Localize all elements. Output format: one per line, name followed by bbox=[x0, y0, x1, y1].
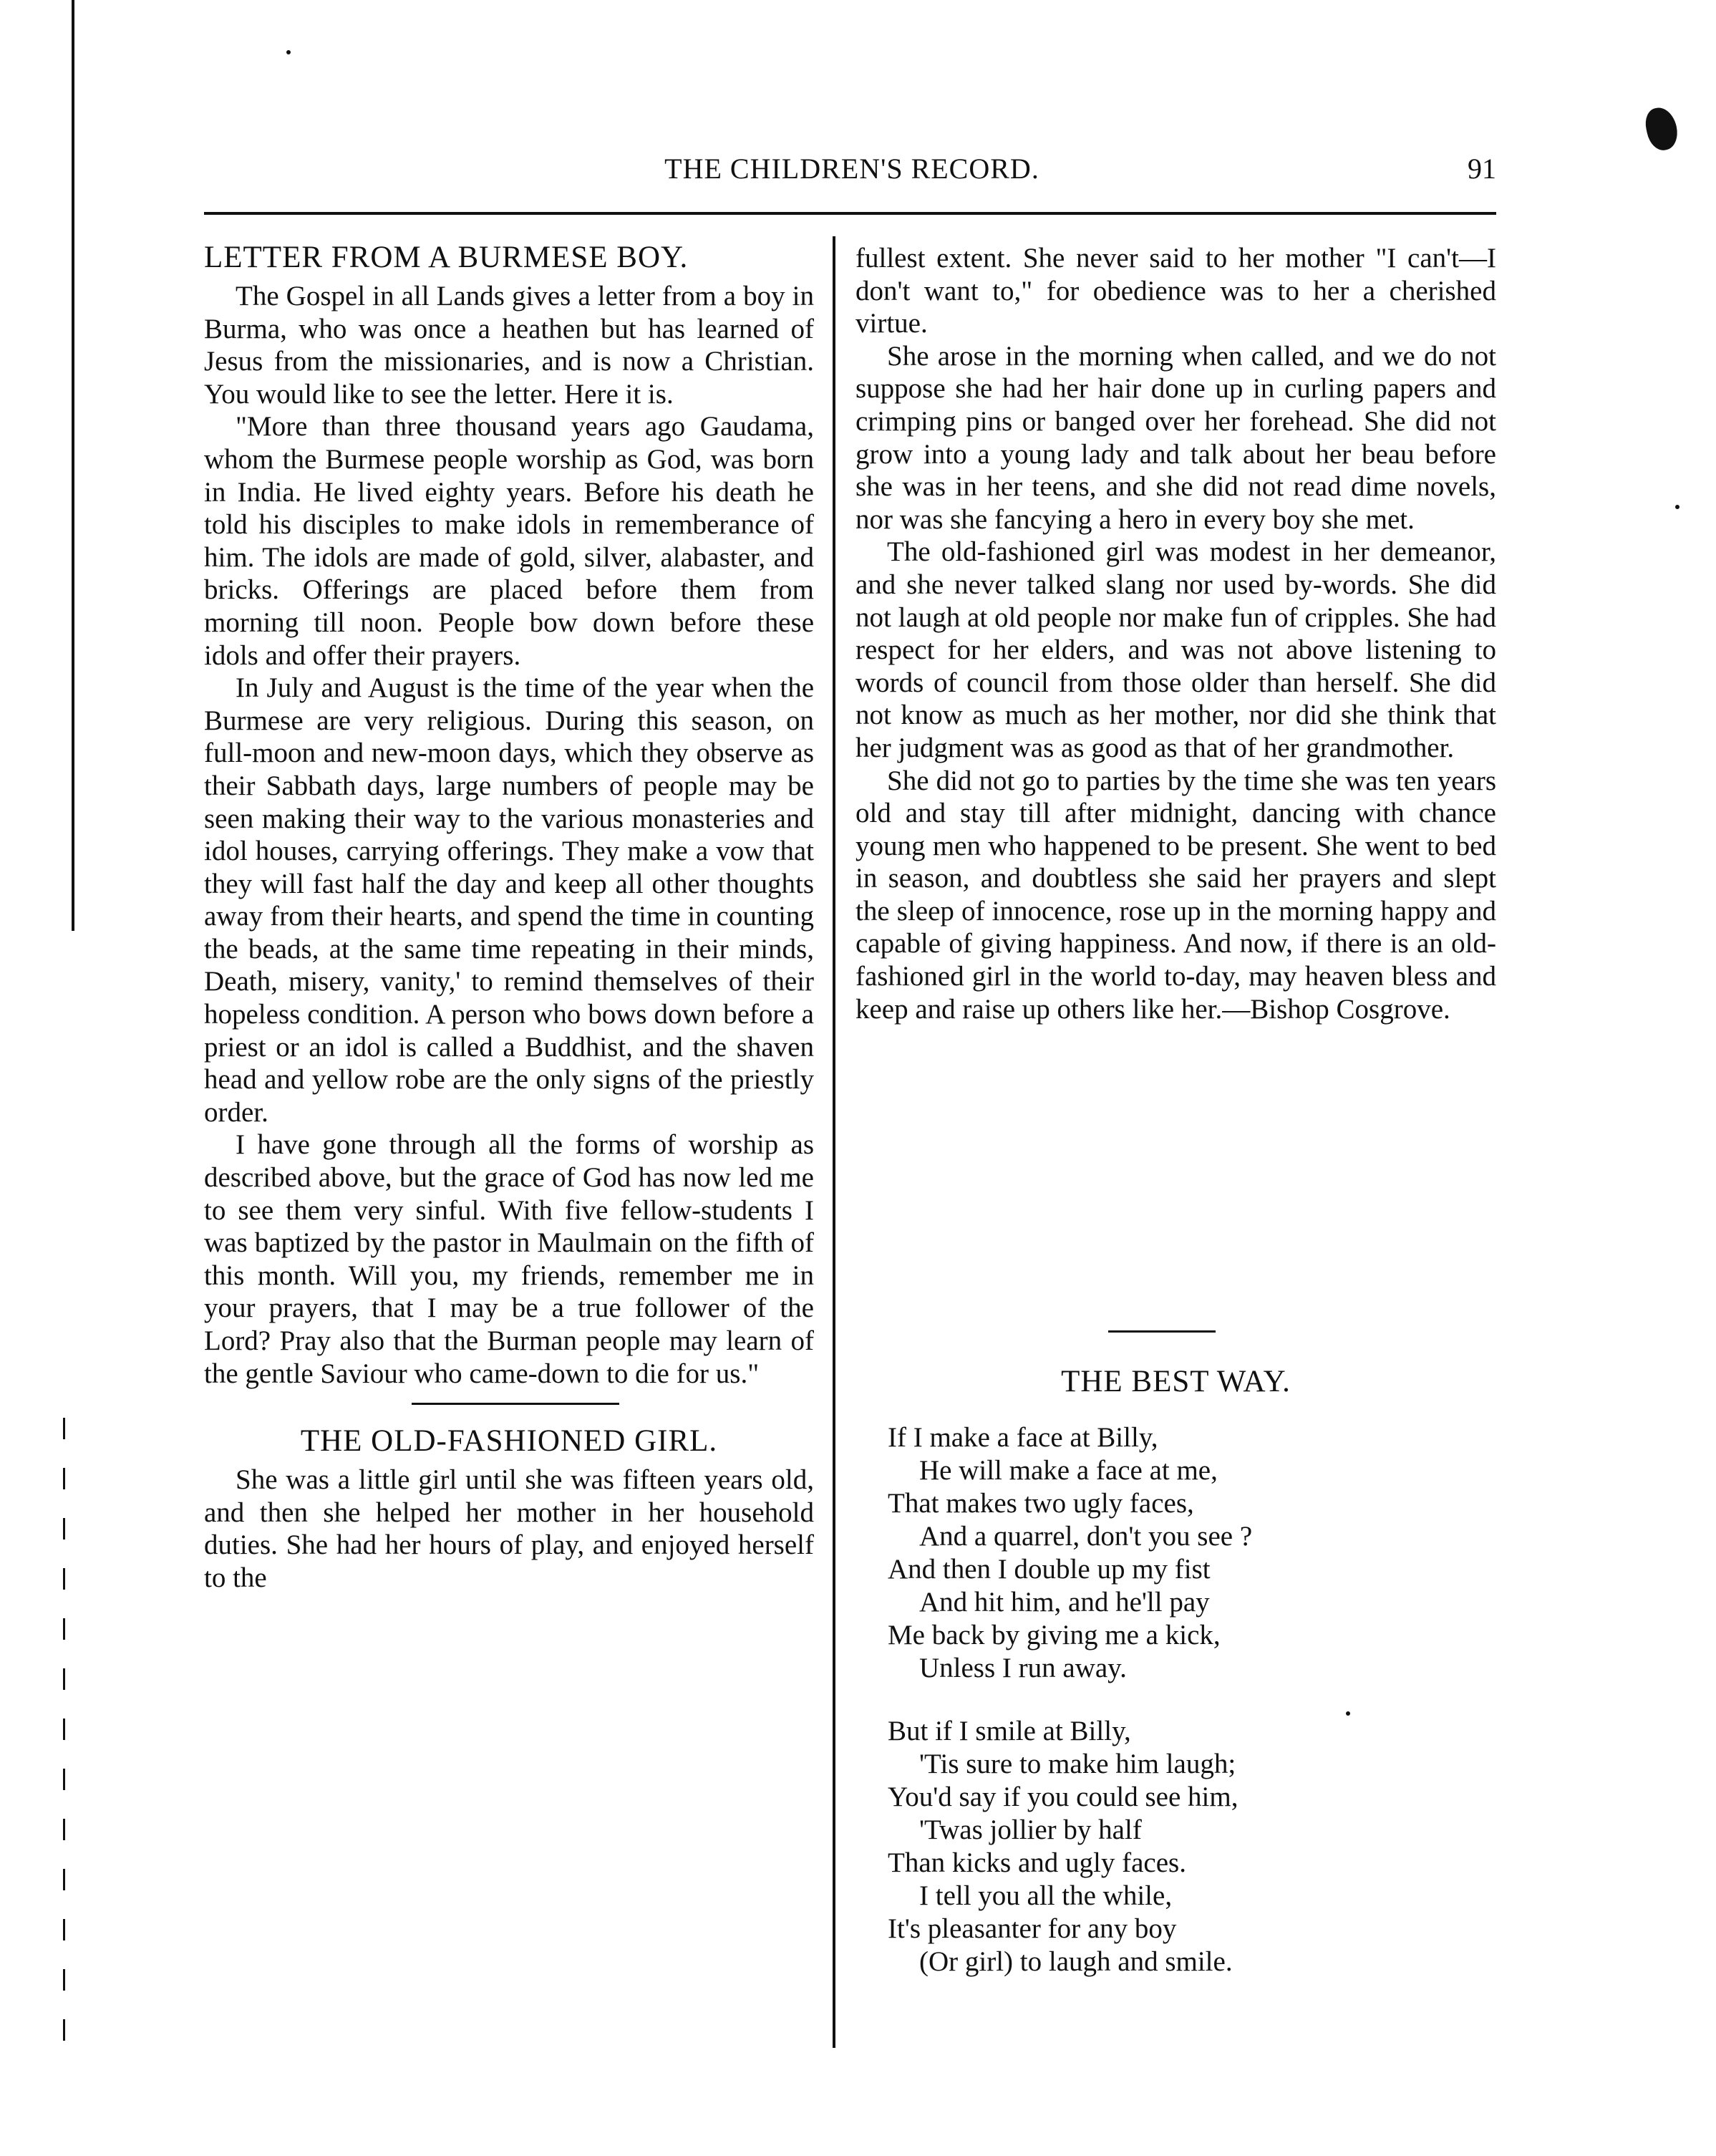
poem-line: And hit him, and he'll pay bbox=[919, 1587, 1210, 1618]
binding-edge-marks bbox=[63, 1418, 65, 2048]
poem-line: He will make a face at me, bbox=[919, 1455, 1218, 1486]
right-column bbox=[855, 242, 1496, 1025]
poem-line: (Or girl) to laugh and smile. bbox=[919, 1946, 1233, 1977]
article-paragraph: "More than three thousand years ago Gaudama, whom the Burmese people worship as God, was born in India. He lived eighty years. Before his death he told his disciples to make idols in rememberance of him. The idols are made of gold, silver, alabaster, and bricks. Offerings are placed before them from morning till noon. People bow down before these idols and offer their prayers. bbox=[204, 411, 814, 671]
ink-speck bbox=[1346, 1711, 1350, 1716]
ink-speck bbox=[1675, 505, 1679, 509]
poem-line: But if I smile at Billy, bbox=[888, 1716, 1131, 1746]
section-rule bbox=[412, 1403, 619, 1405]
poem-line: And then I double up my fist bbox=[888, 1554, 1211, 1585]
poem-line: It's pleasanter for any boy bbox=[888, 1913, 1177, 1944]
poem-stanza bbox=[888, 1421, 1252, 1685]
poem-title: THE BEST WAY. bbox=[1061, 1365, 1291, 1398]
section-rule bbox=[1108, 1330, 1216, 1333]
article-paragraph: In July and August is the time of the year when the Burmese are very religious. During this season, on full-moon and new-moon days, which they observe as their Sabbath days, large numbers of people may be seen making their way to the various monasteries and idol houses, carrying offerings. They make a vow that they will fast half the day and keep all other thoughts away from their hearts, and spend the time in counting the beads, at the same time repeating in their minds, Death, misery, vanity,' to remind themselves of their hopeless condition. A person who bows down before a priest or an idol is called a Buddhist, and the shaven head and yellow robe are the only signs of the priestly order. bbox=[204, 672, 814, 1128]
left-column bbox=[204, 240, 814, 1595]
article-paragraph: The Gospel in all Lands gives a letter from a boy in Burma, who was once a heathen but has learned of Jesus from the missionaries, and is now a Christian. You would like to see the letter. Here it is. bbox=[204, 281, 814, 410]
header-rule bbox=[204, 212, 1496, 215]
article-title: THE OLD-FASHIONED GIRL. bbox=[300, 1424, 718, 1459]
poem-stanza bbox=[888, 1715, 1238, 1978]
poem-line: 'Twas jollier by half bbox=[919, 1814, 1142, 1845]
column-divider bbox=[833, 236, 835, 2048]
poem-line: Than kicks and ugly faces. bbox=[888, 1847, 1186, 1878]
article-paragraph-continued: fullest extent. She never said to her mother "I can't—I don't want to," for obedience was to her a cherished virtue. bbox=[855, 243, 1496, 339]
page-number: 91 bbox=[1468, 153, 1496, 185]
poem-line: If I make a face at Billy, bbox=[888, 1422, 1158, 1453]
binding-edge-rule bbox=[72, 0, 74, 931]
poem-line: That makes two ugly faces, bbox=[888, 1488, 1194, 1519]
ink-speck bbox=[286, 50, 291, 54]
article-title: LETTER FROM A BURMESE BOY. bbox=[204, 241, 689, 274]
poem-line: You'd say if you could see him, bbox=[888, 1782, 1238, 1812]
running-title: THE CHILDREN'S RECORD. bbox=[664, 153, 1039, 185]
poem-line: And a quarrel, don't you see ? bbox=[919, 1521, 1253, 1552]
poem-line: I tell you all the while, bbox=[919, 1880, 1173, 1911]
article-paragraph: She did not go to parties by the time she was ten years old and stay till after midnight, dancing with chance young men who happened to be present. She went to bed in season, and doubtless she said her prayers and slept the sleep of innocence, rose up in the morning happy and capable of giving happiness. And now, if there is an old-fashioned girl in the world to-day, may heaven bless and keep and raise up others like her.—Bishop Cosgrove. bbox=[855, 765, 1496, 1025]
poem-line: 'Tis sure to make him laugh; bbox=[919, 1749, 1236, 1779]
article-paragraph: The old-fashioned girl was modest in her demeanor, and she never talked slang nor used by-words. She did not laugh at old people nor make fun of cripples. She had respect for her elders, and was not above listening to words of council from those older than herself. She did not know as much as her mother, nor did she think that her judgment was as good as that of her grandmother. bbox=[855, 536, 1496, 763]
poem-line: Me back by giving me a kick, bbox=[888, 1620, 1221, 1650]
article-paragraph: I have gone through all the forms of worship as described above, but the grace of God has now led me to see them very sinful. With five fellow-students I was baptized by the pastor in Maulmain on the fifth of this month. Will you, my friends, remember me in your prayers, that I may be a true follower of the Lord? Pray also that the Burman people may learn of the gentle Saviour who came-down to die for us." bbox=[204, 1129, 814, 1389]
poem-line: Unless I run away. bbox=[919, 1653, 1127, 1683]
article-paragraph: She was a little girl until she was fifteen years old, and then she helped her mother in her household duties. She had her hours of play, and enjoyed herself to the bbox=[204, 1464, 814, 1593]
article-paragraph: She arose in the morning when called, and we do not suppose she had her hair done up in curling papers and crimping pins or banged over her forehead. She did not grow into a young lady and talk about her beau before she was in her teens, and she did not read dime novels, nor was she fancying a hero in every boy she met. bbox=[855, 340, 1496, 535]
ink-blot bbox=[1642, 105, 1681, 153]
